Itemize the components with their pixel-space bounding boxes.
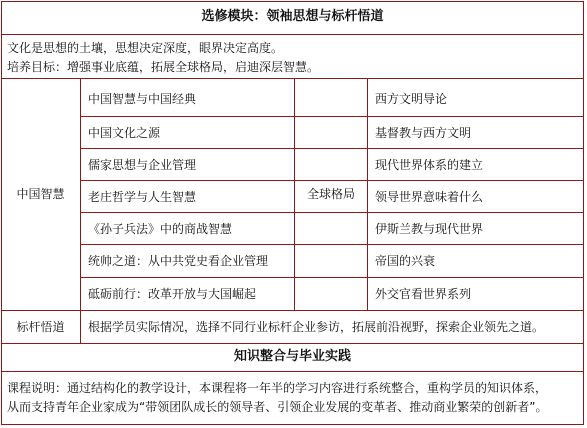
list-item: 中国文化之源	[88, 126, 161, 140]
rule-row-2	[81, 148, 584, 149]
rule-row-3	[81, 180, 584, 181]
rule-row-6	[81, 277, 584, 278]
rule-col-3	[367, 78, 368, 310]
list-item: 儒家思想与企业管理	[88, 158, 197, 172]
rule-row-4	[81, 212, 584, 213]
list-item: 现代世界体系的建立	[375, 158, 484, 172]
intro-line-2: 培养目标：增强事业底蕴，拓展全球格局，启迪深层智慧。	[7, 60, 320, 74]
list-item: 老庄哲学与人生智慧	[88, 190, 197, 204]
rule-section2-title-bottom	[1, 371, 584, 372]
list-item: 帝国的兴衰	[375, 254, 436, 268]
benchmark-text: 根据学员实际情况，选择不同行业标杆企业参访，拓展前沿视野，探索企业领先之道。	[88, 320, 545, 334]
rule-intro-bottom	[1, 78, 584, 79]
rule-benchmark-bottom	[1, 343, 584, 344]
rule-row-1	[81, 116, 584, 117]
description-line-1: 课程说明：通过结构化的教学设计，本课程将一年半的学习内容进行系统整合，重构学员的知识体系，	[7, 381, 548, 395]
section-title-integration: 知识整合与毕业实践	[233, 349, 351, 364]
rule-col-1	[80, 78, 81, 343]
list-item: 西方文明导论	[375, 92, 448, 106]
benchmark-label: 标杆悟道	[16, 320, 65, 334]
list-item: 伊斯兰教与现代世界	[375, 222, 484, 236]
list-item: 基督教与西方文明	[375, 126, 472, 140]
list-item: 领导世界意味着什么	[375, 190, 484, 204]
list-item: 外交官看世界系列	[375, 287, 472, 301]
list-item: 中国智慧与中国经典	[88, 92, 197, 106]
list-item: 统帅之道：从中共党史看企业管理	[88, 254, 269, 268]
section-title-electives: 选修模块：领袖思想与标杆悟道	[201, 9, 384, 24]
intro-line-1: 文化是思想的土壤，思想决定深度，眼界决定高度。	[7, 41, 284, 55]
list-item: 砥砺前行：改革开放与大国崛起	[88, 287, 257, 301]
rule-row-5	[81, 244, 584, 245]
china-wisdom-label: 中国智慧	[16, 187, 65, 201]
global-vision-label: 全球格局	[306, 187, 355, 201]
rule-wisdom-bottom	[1, 310, 584, 311]
description-line-2: 从而支持青年企业家成为“带领团队成长的领导者、引领企业发展的变革者、推动商业繁荣的创新者”。	[7, 400, 548, 414]
rule-title-bottom	[1, 34, 584, 35]
list-item: 《孙子兵法》中的商战智慧	[88, 222, 233, 236]
